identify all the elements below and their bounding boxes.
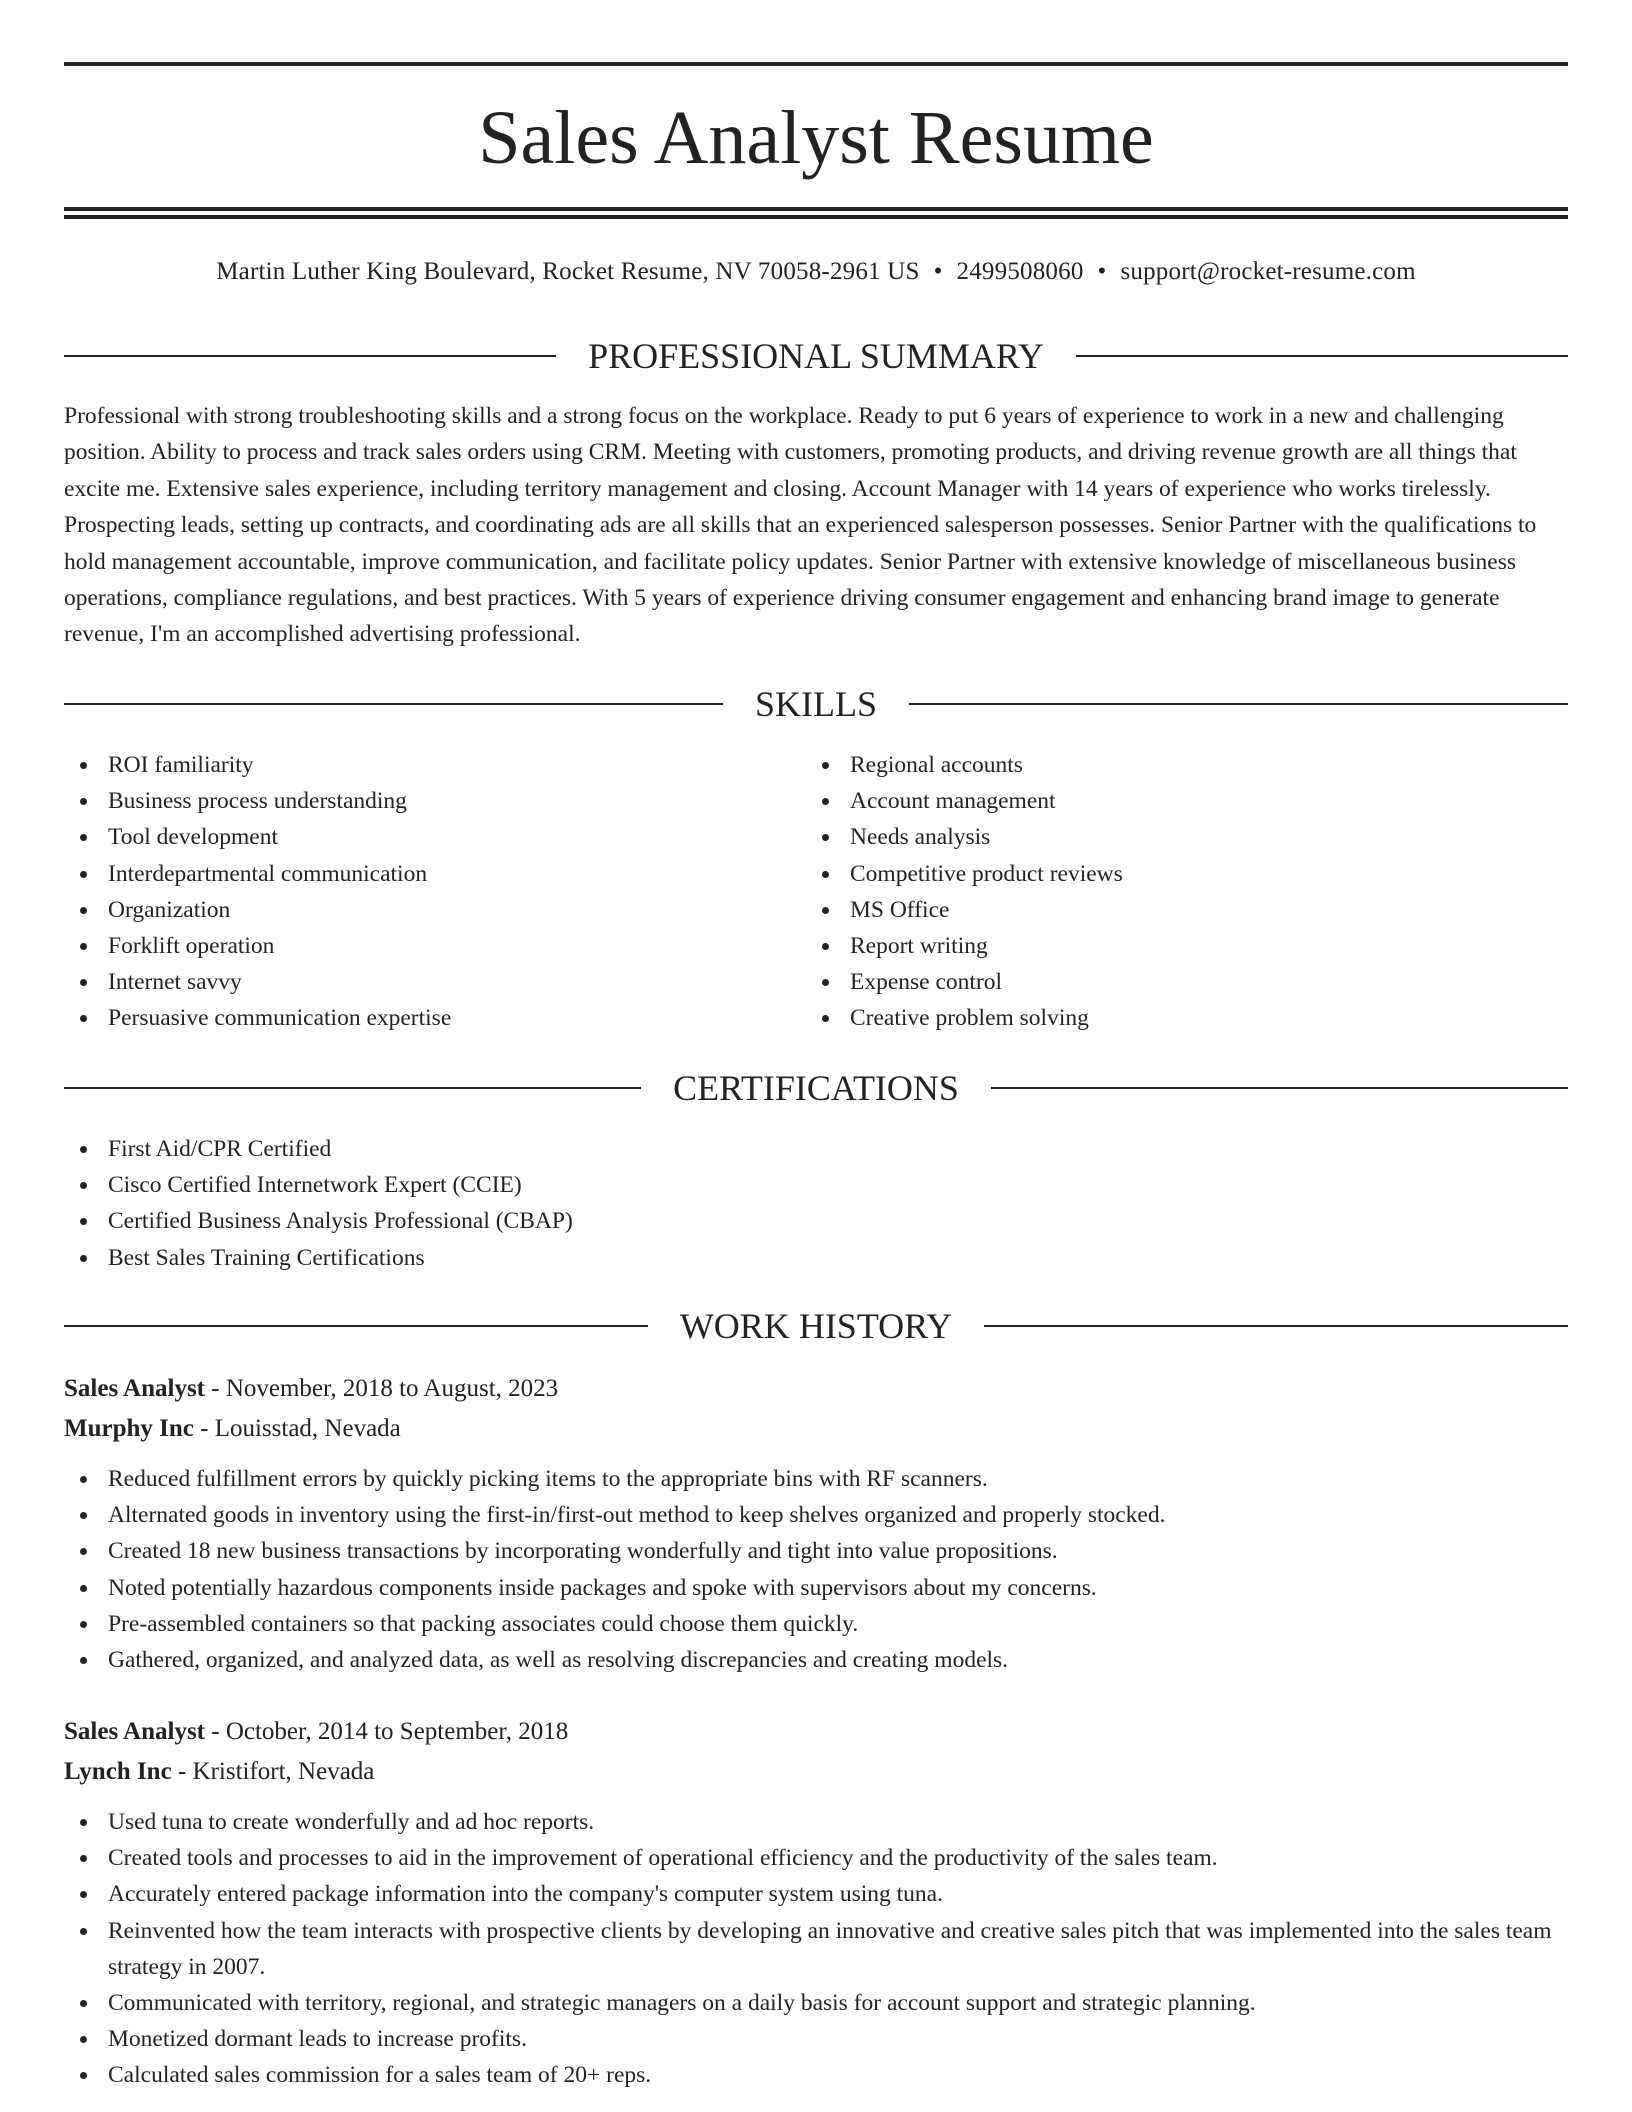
section-title: SKILLS: [755, 684, 878, 724]
section-title: WORK HISTORY: [679, 1306, 953, 1346]
skill-item: Regional accounts: [806, 747, 1546, 783]
skill-item: Organization: [64, 892, 804, 928]
heading-rule: [64, 1087, 641, 1089]
contact-separator: •: [933, 258, 943, 285]
job-bullet: Reinvented how the team interacts with prospective clients by developing an innovative and creative sales pitch that was implemented into the sales team strategy in 2007.: [64, 1913, 1568, 1985]
heading-rule: [1076, 355, 1568, 357]
certification-item: Best Sales Training Certifications: [64, 1240, 1568, 1276]
job-company: Lynch Inc: [64, 1758, 172, 1785]
certifications-heading: [64, 1066, 1568, 1110]
section-title: PROFESSIONAL SUMMARY: [588, 336, 1044, 376]
skills-list-right: [806, 747, 1546, 1037]
skill-item: Tool development: [64, 819, 804, 855]
job-title: Sales Analyst: [64, 1718, 206, 1745]
skill-item: Creative problem solving: [806, 1000, 1546, 1036]
skill-item: Account management: [806, 783, 1546, 819]
skills-list-left: [64, 747, 804, 1037]
skill-item: Forklift operation: [64, 928, 804, 964]
job-location: - Louisstad, Nevada: [193, 1415, 401, 1442]
job-bullet: Created 18 new business transactions by incorporating wonderfully and tight into value propositions.: [64, 1533, 1568, 1569]
skill-item: Competitive product reviews: [806, 856, 1546, 892]
job-bullet: Used tuna to create wonderfully and ad hoc reports.: [64, 1804, 1568, 1840]
summary-text: Professional with strong troubleshooting skills and a strong focus on the workplace. Ready to put 6 years of experience to work in a new and challenging position. Ability to process and track sales orders using CRM. Meeting with customers, promoting products, and driving revenue growth are all things that excite me. Extensive sales experience, including territory management and closing. Account Manager with 14 years of experience who works tirelessly. Prospecting leads, setting up contracts, and coordinating ads are all skills that an experienced salesperson possesses. Senior Partner with the qualifications to hold management accountable, improve communication, and facilitate policy updates. Senior Partner with extensive knowledge of miscellaneous business operations, compliance regulations, and best practices. With 5 years of experience driving consumer engagement and enhancing brand image to generate revenue, I'm an accomplished advertising professional.: [64, 403, 1537, 648]
job-entry: [64, 1369, 1568, 1678]
contact-separator: •: [1097, 258, 1107, 285]
job-company-line: [64, 1752, 1568, 1792]
certification-item: Cisco Certified Internetwork Expert (CCIE): [64, 1167, 1568, 1203]
contact-email: support@rocket-resume.com: [1120, 258, 1416, 285]
job-dates: - November, 2018 to August, 2023: [205, 1375, 559, 1402]
title-rule-lower: [64, 215, 1568, 219]
job-bullet: Communicated with territory, regional, and strategic managers on a daily basis for account support and strategic planning.: [64, 1985, 1568, 2021]
heading-rule: [64, 1325, 648, 1327]
job-bullet: Alternated goods in inventory using the first-in/first-out method to keep shelves organized and properly stocked.: [64, 1497, 1568, 1533]
heading-rule: [984, 1325, 1568, 1327]
skill-item: Needs analysis: [806, 819, 1546, 855]
page-title: Sales Analyst Resume: [478, 96, 1154, 180]
job-bullet: Noted potentially hazardous components inside packages and spoke with supervisors about my concerns.: [64, 1570, 1568, 1606]
job-bullet: Reduced fulfillment errors by quickly picking items to the appropriate bins with RF scanners.: [64, 1461, 1568, 1497]
skill-item: ROI familiarity: [64, 747, 804, 783]
job-bullets: [64, 1461, 1568, 1678]
job-company: Murphy Inc: [64, 1415, 194, 1442]
contact-phone: 2499508060: [956, 258, 1084, 285]
skill-item: Internet savvy: [64, 964, 804, 1000]
heading-rule: [64, 355, 556, 357]
heading-rule: [909, 703, 1568, 705]
top-rule: [64, 62, 1568, 66]
skill-item: Interdepartmental communication: [64, 856, 804, 892]
title-rule-upper: [64, 207, 1568, 211]
job-title-line: [64, 1712, 1568, 1752]
job-title-line: [64, 1369, 1568, 1409]
job-entry: [64, 1712, 1568, 2094]
job-title: Sales Analyst: [64, 1375, 206, 1402]
section-title: CERTIFICATIONS: [673, 1068, 959, 1108]
job-bullet: Calculated sales commission for a sales team of 20+ reps.: [64, 2057, 1568, 2093]
job-bullet: Monetized dormant leads to increase profits.: [64, 2021, 1568, 2057]
job-bullet: Pre-assembled containers so that packing associates could choose them quickly.: [64, 1606, 1568, 1642]
skill-item: Report writing: [806, 928, 1546, 964]
skills-heading: [64, 682, 1568, 726]
job-bullet: Created tools and processes to aid in the improvement of operational efficiency and the productivity of the sales team.: [64, 1840, 1568, 1876]
certification-item: Certified Business Analysis Professional (CBAP): [64, 1203, 1568, 1239]
job-bullet: Accurately entered package information into the company's computer system using tuna.: [64, 1876, 1568, 1912]
skill-item: Business process understanding: [64, 783, 804, 819]
work-history-heading: [64, 1304, 1568, 1348]
certifications-list: [64, 1131, 1568, 1276]
job-dates: - October, 2014 to September, 2018: [205, 1718, 569, 1745]
contact-address: Martin Luther King Boulevard, Rocket Resume, NV 70058-2961 US: [216, 258, 920, 285]
job-bullets: [64, 1804, 1568, 2094]
heading-rule: [991, 1087, 1568, 1089]
skill-item: MS Office: [806, 892, 1546, 928]
certification-item: First Aid/CPR Certified: [64, 1131, 1568, 1167]
summary-heading: [64, 334, 1568, 378]
job-location: - Kristifort, Nevada: [171, 1758, 375, 1785]
job-bullet: Gathered, organized, and analyzed data, as well as resolving discrepancies and creating models.: [64, 1642, 1568, 1678]
heading-rule: [64, 703, 723, 705]
skill-item: Expense control: [806, 964, 1546, 1000]
skill-item: Persuasive communication expertise: [64, 1000, 804, 1036]
contact-line: [64, 252, 1568, 292]
job-company-line: [64, 1409, 1568, 1449]
